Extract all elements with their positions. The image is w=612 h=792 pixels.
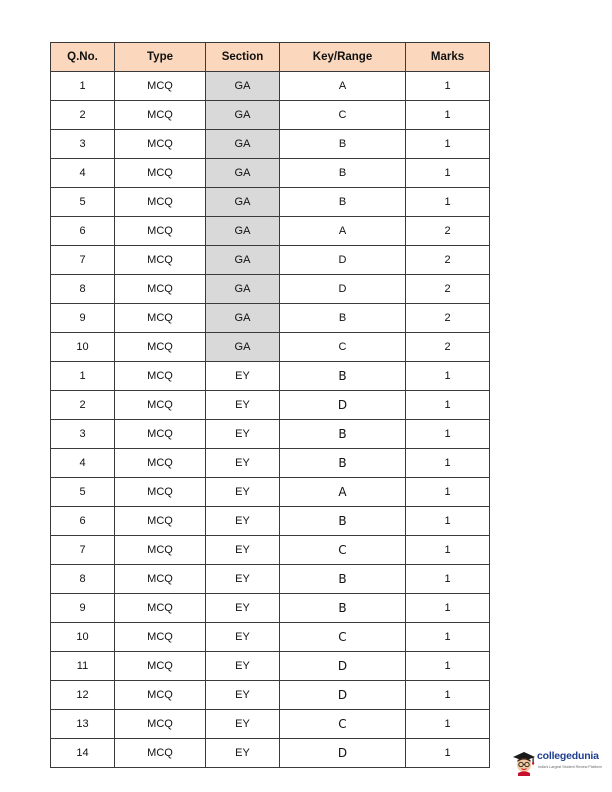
cell-marks: 1 [406,710,490,739]
cell-qno: 10 [51,623,115,652]
table-row [51,710,490,739]
cell-section: GA [206,304,280,333]
cell-qno: 9 [51,594,115,623]
table-row [51,362,490,391]
cell-section: EY [206,449,280,478]
cell-marks: 2 [406,217,490,246]
table-row [51,594,490,623]
cell-key: C [280,710,406,739]
cell-marks: 1 [406,623,490,652]
cell-section: GA [206,72,280,101]
cell-type: MCQ [115,652,206,681]
cell-qno: 3 [51,420,115,449]
cell-marks: 2 [406,333,490,362]
cell-key: D [280,391,406,420]
cell-key: B [280,130,406,159]
cell-section: EY [206,681,280,710]
cell-marks: 1 [406,739,490,768]
table-row [51,159,490,188]
cell-key: A [280,217,406,246]
cell-qno: 6 [51,507,115,536]
cell-marks: 1 [406,130,490,159]
cell-type: MCQ [115,101,206,130]
cell-type: MCQ [115,333,206,362]
table-row [51,188,490,217]
cell-qno: 8 [51,565,115,594]
logo-tagline: India's Largest Student Review Platform [538,765,602,769]
table-row [51,333,490,362]
cell-marks: 1 [406,391,490,420]
cell-marks: 1 [406,101,490,130]
cell-qno: 9 [51,304,115,333]
cell-qno: 8 [51,275,115,304]
cell-section: GA [206,246,280,275]
table-row [51,420,490,449]
table-row [51,739,490,768]
header-key-range: Key/Range [280,43,406,72]
cell-qno: 5 [51,188,115,217]
table-row [51,507,490,536]
cell-key: D [280,275,406,304]
cell-type: MCQ [115,478,206,507]
header-qno: Q.No. [51,43,115,72]
cell-qno: 3 [51,130,115,159]
table-row [51,246,490,275]
cell-marks: 1 [406,72,490,101]
cell-qno: 6 [51,217,115,246]
cell-key: C [280,623,406,652]
cell-type: MCQ [115,391,206,420]
cell-type: MCQ [115,188,206,217]
cell-qno: 11 [51,652,115,681]
cell-marks: 1 [406,681,490,710]
cell-marks: 1 [406,449,490,478]
cell-type: MCQ [115,623,206,652]
cell-section: GA [206,101,280,130]
cell-marks: 1 [406,507,490,536]
cell-type: MCQ [115,594,206,623]
cell-key: D [280,652,406,681]
cell-qno: 10 [51,333,115,362]
table-row [51,449,490,478]
cell-type: MCQ [115,130,206,159]
cell-key: D [280,739,406,768]
mascot-icon [510,748,538,776]
cell-qno: 1 [51,362,115,391]
cell-type: MCQ [115,536,206,565]
cell-type: MCQ [115,739,206,768]
cell-type: MCQ [115,449,206,478]
cell-key: A [280,72,406,101]
table-row [51,304,490,333]
cell-key: B [280,594,406,623]
cell-qno: 13 [51,710,115,739]
cell-section: EY [206,710,280,739]
cell-key: C [280,536,406,565]
cell-qno: 5 [51,478,115,507]
cell-qno: 1 [51,72,115,101]
cell-qno: 4 [51,159,115,188]
cell-marks: 1 [406,362,490,391]
header-section: Section [206,43,280,72]
cell-qno: 14 [51,739,115,768]
table-body [51,72,490,768]
cell-section: EY [206,420,280,449]
cell-key: B [280,188,406,217]
cell-marks: 1 [406,565,490,594]
cell-marks: 2 [406,246,490,275]
cell-key: B [280,565,406,594]
cell-qno: 12 [51,681,115,710]
cell-section: EY [206,478,280,507]
table-row [51,275,490,304]
cell-type: MCQ [115,420,206,449]
cell-section: EY [206,623,280,652]
table-header-row [51,43,490,72]
cell-key: D [280,246,406,275]
cell-type: MCQ [115,362,206,391]
cell-key: B [280,304,406,333]
cell-type: MCQ [115,275,206,304]
logo-text: collegedunia [537,750,599,762]
cell-type: MCQ [115,246,206,275]
cell-key: B [280,507,406,536]
cell-marks: 2 [406,304,490,333]
cell-marks: 2 [406,275,490,304]
cell-section: EY [206,362,280,391]
cell-section: GA [206,159,280,188]
cell-type: MCQ [115,681,206,710]
cell-type: MCQ [115,507,206,536]
cell-type: MCQ [115,72,206,101]
cell-key: C [280,101,406,130]
table-row [51,536,490,565]
cell-type: MCQ [115,304,206,333]
cell-section: GA [206,275,280,304]
cell-marks: 1 [406,478,490,507]
collegedunia-logo [510,748,610,778]
table-row [51,652,490,681]
cell-marks: 1 [406,420,490,449]
cell-section: GA [206,188,280,217]
cell-type: MCQ [115,217,206,246]
table-row [51,623,490,652]
table-row [51,478,490,507]
cell-marks: 1 [406,159,490,188]
header-marks: Marks [406,43,490,72]
table-row [51,101,490,130]
answer-key-table [50,42,490,768]
cell-key: A [280,478,406,507]
cell-section: EY [206,739,280,768]
cell-qno: 4 [51,449,115,478]
cell-key: B [280,159,406,188]
cell-qno: 7 [51,536,115,565]
table-row [51,565,490,594]
table-row [51,391,490,420]
cell-section: GA [206,130,280,159]
cell-key: B [280,362,406,391]
cell-type: MCQ [115,565,206,594]
cell-section: EY [206,594,280,623]
table-row [51,130,490,159]
cell-type: MCQ [115,159,206,188]
cell-section: GA [206,217,280,246]
cell-section: GA [206,333,280,362]
cell-section: EY [206,536,280,565]
table-row [51,217,490,246]
cell-qno: 7 [51,246,115,275]
cell-marks: 1 [406,188,490,217]
cell-section: EY [206,507,280,536]
cell-marks: 1 [406,536,490,565]
cell-marks: 1 [406,652,490,681]
cell-key: B [280,449,406,478]
table-row [51,72,490,101]
table-row [51,681,490,710]
cell-key: D [280,681,406,710]
cell-section: EY [206,652,280,681]
header-type: Type [115,43,206,72]
cell-type: MCQ [115,710,206,739]
cell-key: B [280,420,406,449]
cell-key: C [280,333,406,362]
cell-qno: 2 [51,101,115,130]
cell-section: EY [206,391,280,420]
cell-qno: 2 [51,391,115,420]
cell-marks: 1 [406,594,490,623]
cell-section: EY [206,565,280,594]
